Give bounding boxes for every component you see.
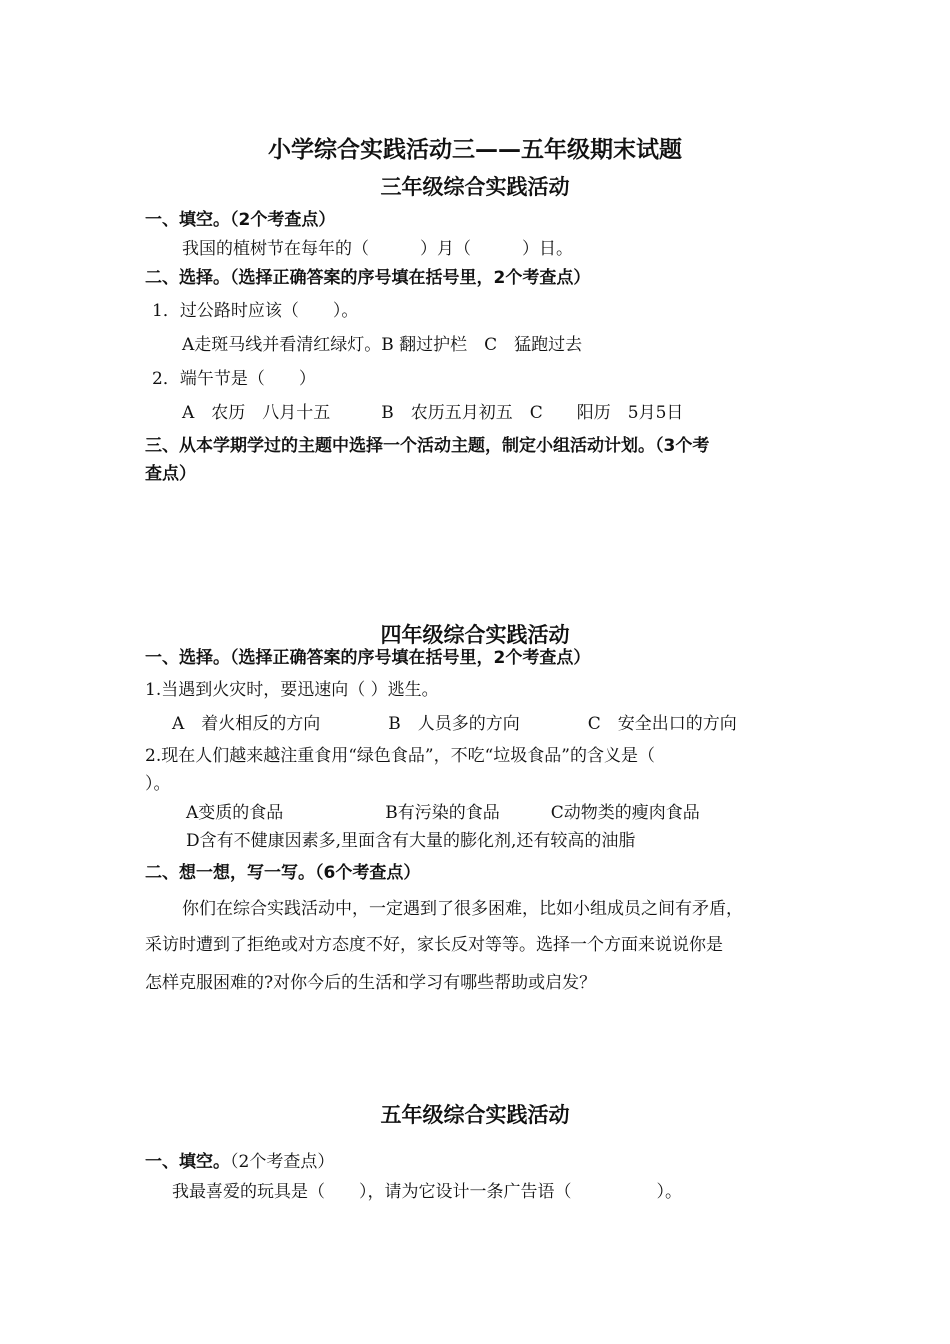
grade4-question1: 1.当遇到火灾时，要迅速向（ ）逃生。 <box>145 680 439 700</box>
grade4-question2-option-d: D含有不健康因素多,里面含有大量的膨化剂,还有较高的油脂 <box>186 831 636 851</box>
grade4-section1-heading: 一、选择。（选择正确答案的序号填在括号里，2个考查点） <box>145 648 591 668</box>
grade5-section1-heading-label: 一、填空。 <box>145 1152 230 1172</box>
grade3-question2: 2．端午节是（ ） <box>152 369 316 389</box>
grade3-section3-heading-cont: 查点） <box>145 464 196 484</box>
grade3-question1-options: A走斑马线并看清红绿灯。B 翻过护栏 C 猛跑过去 <box>182 335 583 355</box>
grade3-title: 三年级综合实践活动 <box>380 175 570 199</box>
grade3-section1-heading: 一、填空。（2个考查点） <box>145 210 336 230</box>
grade3-section2-heading: 二、选择。（选择正确答案的序号填在括号里，2个考查点） <box>145 268 591 288</box>
grade4-question2-cont: ）。 <box>145 774 171 794</box>
grade4-paragraph-line3: 怎样克服困难的?对你今后的生活和学习有哪些帮助或启发？ <box>145 973 597 993</box>
grade3-section1-question: 我国的植树节在每年的（ ）月（ ）日。 <box>182 239 573 259</box>
grade3-question1: 1．过公路时应该（ ）。 <box>152 301 359 321</box>
grade4-title: 四年级综合实践活动 <box>380 623 570 647</box>
grade5-section1-heading <box>145 1151 334 1173</box>
grade4-question1-options: A 着火相反的方向 B 人员多的方向 C 安全出口的方向 <box>172 714 737 734</box>
grade4-question2: 2.现在人们越来越注重食用“绿色食品”，不吃“垃圾食品”的含义是（ <box>145 746 655 766</box>
grade5-section1-question: 我最喜爱的玩具是（ ），请为它设计一条广告语（ ）。 <box>172 1182 682 1202</box>
grade3-question2-options: A 农历 八月十五 B 农历五月初五 C 阳历 5月5日 <box>182 403 684 423</box>
page-title: 小学综合实践活动三——五年级期末试题 <box>268 137 682 163</box>
grade5-section1-heading-note: （2个考查点） <box>230 1152 335 1172</box>
grade5-title: 五年级综合实践活动 <box>380 1103 570 1127</box>
grade4-section2-heading: 二、想一想，写一写。（6个考查点） <box>145 863 421 883</box>
grade4-paragraph-line2: 采访时遭到了拒绝或对方态度不好，家长反对等等。选择一个方面来说说你是 <box>145 935 723 955</box>
grade4-paragraph-line1: 你们在综合实践活动中，一定遇到了很多困难，比如小组成员之间有矛盾， <box>182 899 743 919</box>
grade3-section3-heading: 三、从本学期学过的主题中选择一个活动主题，制定小组活动计划。（3个考 <box>145 436 710 456</box>
grade4-question2-options: A变质的食品 B有污染的食品 C动物类的瘦肉食品 <box>186 803 700 823</box>
